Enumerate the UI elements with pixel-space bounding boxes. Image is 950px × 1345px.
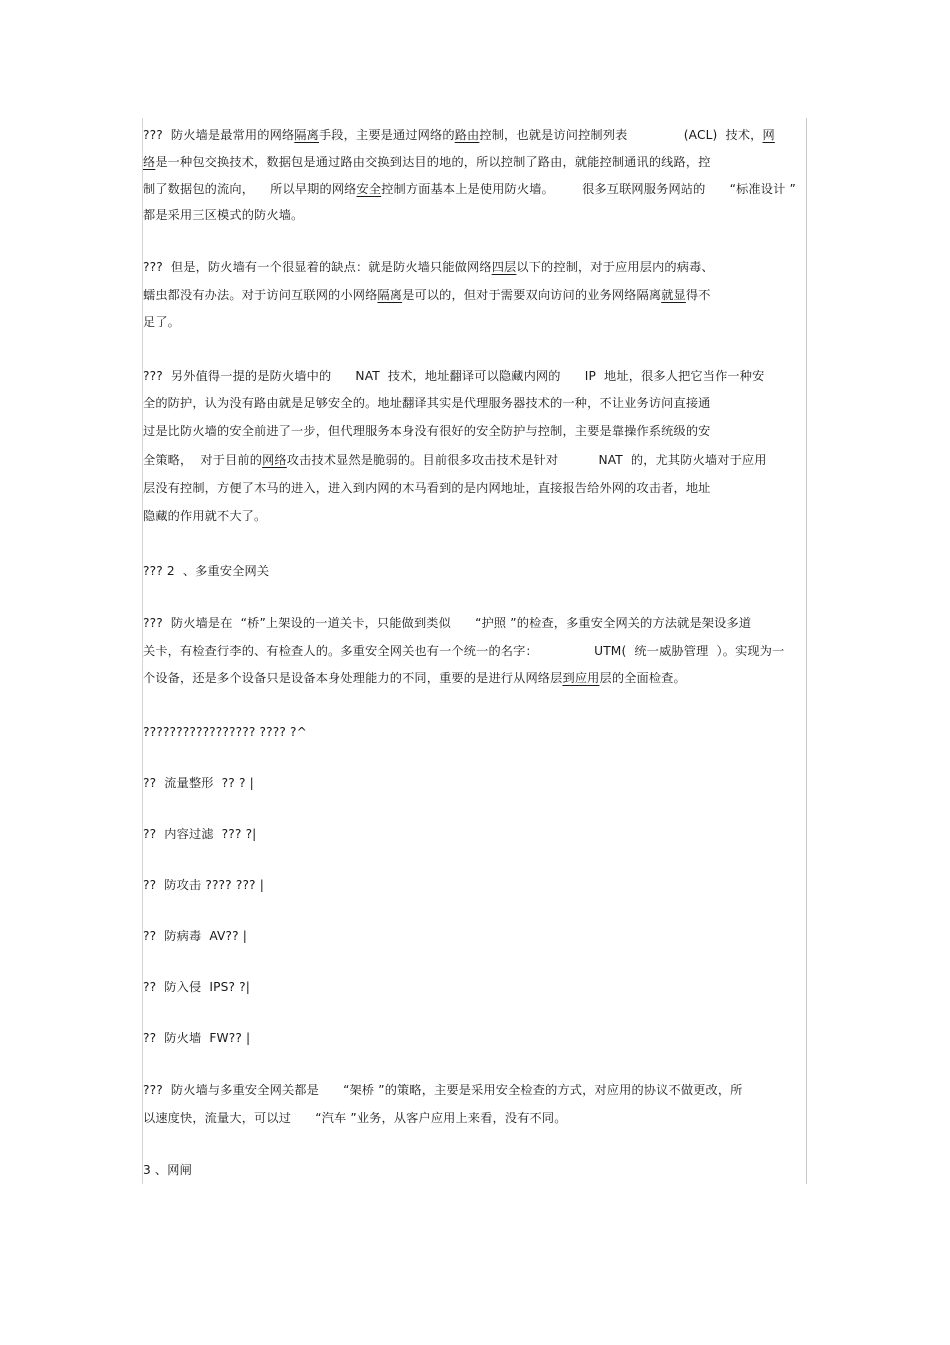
paragraph-firewall-intro-line-3: 制了数据包的流向， 所以早期的网络安全控制方面基本上是使用防火墙。 很多互联网服务网站的 “标准设计 ” [143,182,796,196]
section-heading-gatekeeper-line-1: 3 、网闸 [143,1163,192,1177]
paragraph-utm-line-1: ??? 防火墙是在 “桥”上架设的一道关卡，只能做到类似 “护照 ”的检查，多重安全网关的方法就是架设多道 [143,616,752,630]
paragraph-nat-line-1: ??? 另外值得一提的是防火墙中的 NAT 技术，地址翻译可以隐藏内网的 IP 地址，很多人把它当作一种安 [143,369,765,383]
paragraph-firewall-intro-line-2: 络是一种包交换技术，数据包是通过路由交换到达目的地的，所以控制了路由，就能控制通讯的线路，控 [143,155,711,169]
paragraph-nat-line-6: 隐藏的作用就不大了。 [143,509,267,523]
paragraph-nat-line-3: 过是比防火墙的安全前进了一步，但代理服务本身没有很好的安全防护与控制，主要是靠操作系统级的安 [143,424,711,438]
page-border-right [806,118,807,1184]
paragraph-utm-line-2: 关卡，有检查行李的、有检查人的。多重安全网关也有一个统一的名字： UTM( 统一威胁管理 ）。实现为一 [143,644,785,658]
paragraph-nat-line-4: 全策略， 对于目前的网络攻击技术显然是脆弱的。目前很多攻击技术是针对 NAT 的，尤其防火墙对于应用 [143,453,767,467]
section-heading-utm-line-1: ??? 2 、多重安全网关 [143,564,270,578]
list-item-traffic-shaping-line-1: ?? 流量整形 ?? ? | [143,776,254,790]
paragraph-firewall-intro-line-1: ??? 防火墙是最常用的网络隔离手段，主要是通过网络的路由控制，也就是访问控制列表 (ACL) 技术，网 [143,128,775,142]
paragraph-firewall-drawback-line-3: 足了。 [143,315,181,329]
garbled-line-line-1: ????????????????? ???? ?^ [143,725,308,739]
paragraph-firewall-intro-line-4: 都是采用三区模式的防火墙。 [143,208,304,222]
paragraph-nat-line-2: 全的防护，认为没有路由就是足够安全的。地址翻译其实是代理服务器技术的一种，不让业务访问直接通 [143,396,711,410]
list-item-content-filter-line-1: ?? 内容过滤 ??? ?| [143,827,257,841]
paragraph-nat-line-5: 层没有控制，方便了木马的进入，进入到内网的木马看到的是内网地址，直接报告给外网的攻击者，地址 [143,481,711,495]
paragraph-utm-line-3: 个设备，还是多个设备只是设备本身处理能力的不同，重要的是进行从网络层到应用层的全面检查。 [143,671,686,685]
list-item-anti-attack-line-1: ?? 防攻击 ???? ??? | [143,878,264,892]
list-item-ips-line-1: ?? 防入侵 IPS? ?| [143,980,250,994]
list-item-firewall-line-1: ?? 防火墙 FW?? | [143,1031,251,1045]
paragraph-firewall-drawback-line-1: ??? 但是，防火墙有一个很显着的缺点：就是防火墙只能做网络四层以下的控制，对于应用层内的病毒、 [143,260,714,274]
paragraph-bridge-strategy-line-2: 以速度快，流量大，可以过 “汽车 ”业务，从客户应用上来看，没有不同。 [143,1111,567,1125]
list-item-antivirus-line-1: ?? 防病毒 AV?? | [143,929,248,943]
paragraph-bridge-strategy-line-1: ??? 防火墙与多重安全网关都是 “架桥 ”的策略，主要是采用安全检查的方式，对应用的协议不做更改，所 [143,1083,743,1097]
paragraph-firewall-drawback-line-2: 蠕虫都没有办法。对于访问互联网的小网络隔离是可以的，但对于需要双向访问的业务网络隔离就显得不 [143,288,711,302]
